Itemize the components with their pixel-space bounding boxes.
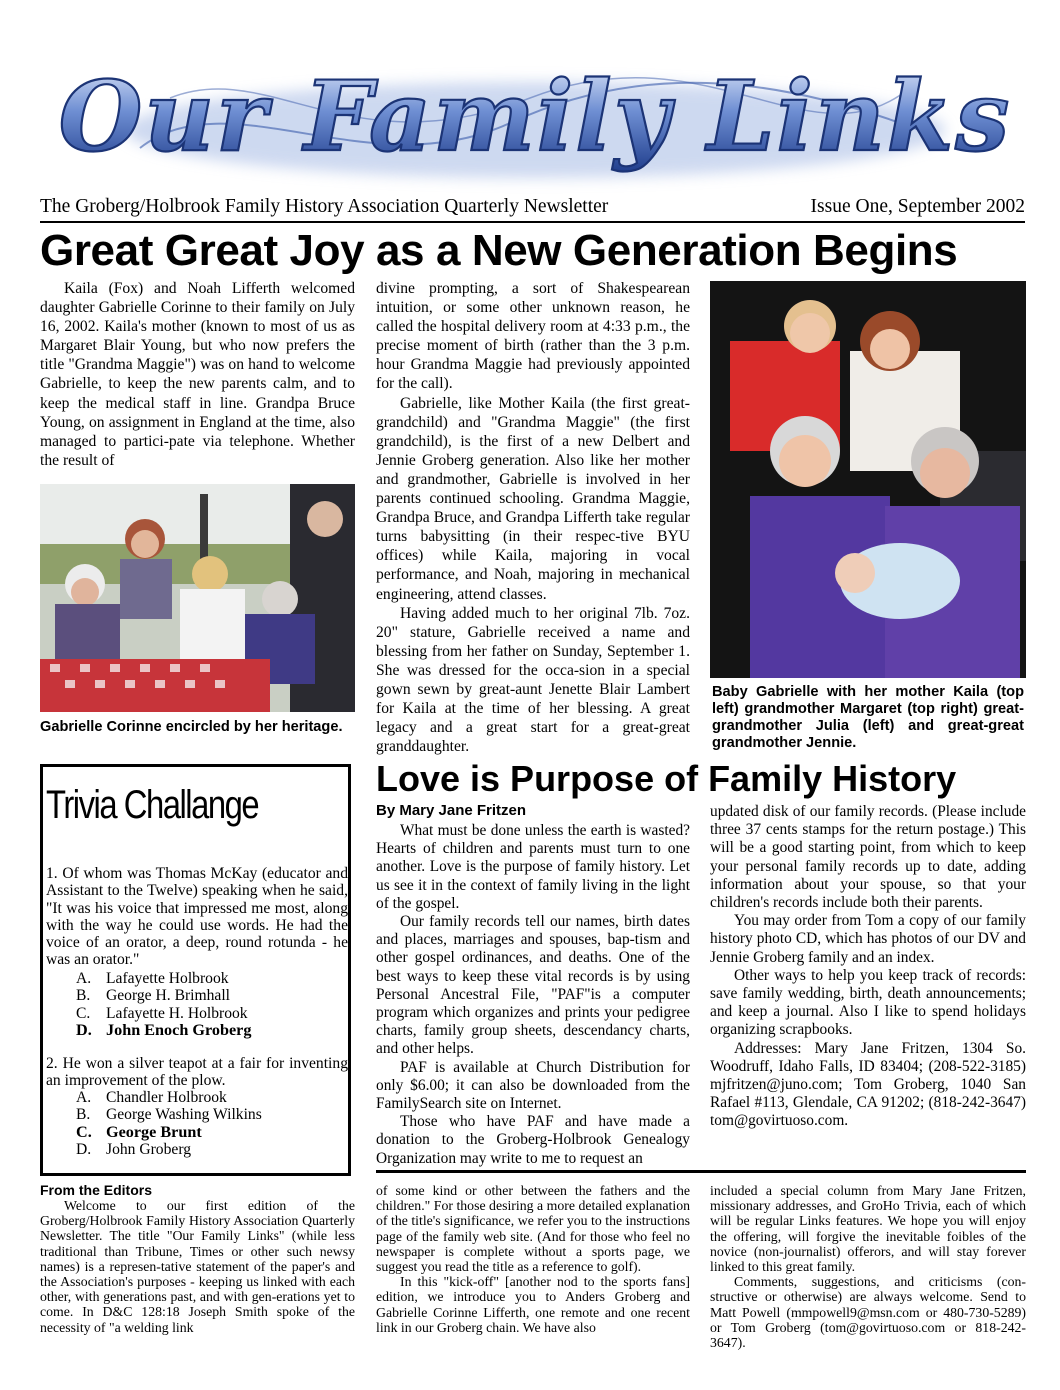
editors-column-1	[40, 1198, 355, 1335]
masthead-logo	[58, 38, 1012, 188]
family-group-photo-image	[40, 484, 355, 712]
editors-column-2	[376, 1183, 690, 1335]
story2-col2-paragraph: updated disk of our family records. (Please include three 37 cents stamps for the return postage.) This will be a good starting point, from which to keep your personal family records up to date, adding information about your spouse, so that your children's records include both their parents.	[710, 803, 1026, 912]
story1-col2-paragraph: Having added much to her original 7lb. 7oz. 20" stature, Gabrielle received a name and blessing from her father on Sunday, September 1. She was dressed for the occa-sion in a special gown sewn by great-aunt Jenette Blair Lambert for Kaila at the time of her blessing. A great legacy and a great start for a great-great granddaughter.	[376, 604, 690, 756]
trivia-option: B. George H. Brimhall	[76, 987, 231, 1005]
issue-date: Issue One, September 2002	[810, 196, 1025, 217]
trivia-question-2: 2. He won a silver teapot at a fair for inventing an improvement of the plow.	[46, 1055, 348, 1090]
trivia-answer-option: C. George Brunt	[76, 1122, 202, 1141]
story2-col2-paragraph: Addresses: Mary Jane Fritzen, 1304 So. Woodruff, Idaho Falls, ID 83404; (208-522-3185) mjfritzen@juno.com; Tom Groberg, 1040 San Rafael #113, Glendale, CA 91202; (818-242-3647) tom@govirtuoso.com.	[710, 1039, 1026, 1130]
story1-column-2	[376, 279, 690, 756]
photo2-caption: Baby Gabrielle with her mother Kaila (top left) grandmother Margaret (top right) great-grandmother Julia (left) and great-great grandmother Jennie.	[712, 684, 1024, 751]
newsletter-description: The Groberg/Holbrook Family History Association Quarterly Newsletter	[40, 196, 609, 217]
editors-column-3	[710, 1183, 1026, 1350]
story2-column-2	[710, 803, 1026, 1131]
story1-col1-paragraph: Kaila (Fox) and Noah Lifferth welcomed daughter Gabrielle Corinne to their family on July 16, 2002. Kaila's mother (known to most of us as Margaret Blair Young, but who now prefers the title "Grandma Maggie") was on hand to welcome Gabrielle, to keep the new parents calm, and to keep the medical staff in line. Grandpa Bruce Young, on assignment in England at the time, also managed to partici-pate via telephone. Whether the result of	[40, 280, 355, 469]
header-rule	[40, 221, 1025, 223]
story1-col2-paragraph: Gabrielle, like Mother Kaila (the first great-grandchild) and "Grandma Maggie" (the first grandchild), is the first of a new Delbert and Jennie Groberg generation. Also like her mother and grandmother, Gabrielle is involved in her parents continued schooling. Grandma Maggie, Grandpa Bruce, and Grandpa Lifferth take regular turns babysitting (in their respec-tive BYU offices) while Kaila, majoring in vocal performance, and Noah, majoring in mechanical engineering, attend classes.	[376, 394, 690, 603]
trivia-answer-option: D. John Enoch Groberg	[76, 1021, 252, 1040]
story1-headline: Great Great Joy as a New Generation Begins	[40, 226, 958, 275]
trivia-question-2-options	[46, 1089, 348, 1159]
editors-paragraph: In this "kick-off" [another nod to the sports fans] edition, we introduce you to Anders Groberg and Gabrielle Corinne Lifferth, one remote and one recent link in our Groberg chain. We have also	[376, 1274, 690, 1335]
family-group-photo	[40, 484, 355, 712]
masthead-tagline	[40, 194, 1025, 220]
story2-headline: Love is Purpose of Family History	[376, 758, 957, 799]
masthead-title: Our Family Links	[58, 60, 1012, 173]
story2-column-1	[376, 822, 690, 1168]
story1-col2-paragraph: divine prompting, a sort of Shakespearean intuition, or some other unknown reason, he called the hospital delivery room at 4:33 p.m., the precise moment of birth (rather than the 3 p.m. hour Grandma Maggie had previously appointed for the call).	[376, 280, 690, 393]
trivia-option: A. Chandler Holbrook	[76, 1089, 227, 1106]
story2-col1-paragraph: PAF is available at Church Distribution for only $6.00; it can also be downloaded from the FamilySearch site on Internet.	[376, 1058, 690, 1113]
editors-paragraph: included a special column from Mary Jane Fritzen, missionary addresses, and GroHo Trivia, each of which will be regular Links features. We hope you will enjoy the offering, will forgive the inevitable foibles of the novice (non-journalist) offerors, and will stay forever linked to this great family.	[710, 1183, 1026, 1275]
story2-col1-paragraph: Those who have PAF and have made a donation to the Groberg-Holbrook Genealogy Organization may write to me to request an	[376, 1113, 690, 1167]
trivia-option: D. John Groberg	[76, 1141, 192, 1159]
photo1-caption: Gabrielle Corinne encircled by her heritage.	[40, 719, 343, 735]
four-generations-photo	[710, 281, 1026, 678]
trivia-title: Trivia Challange	[46, 783, 259, 827]
trivia-option: B. George Washing Wilkins	[76, 1106, 262, 1124]
story2-col1-paragraph: Our family records tell our names, birth dates and places, marriages and spouses, bap-tism and other gospel ordinances, and deaths. One of the best ways to keep these vital records is by using Personal Ancestral File, "PAF"is a computer program which organizes and prints your pedigree charts, family group sheets, descendancy charts, and other helps.	[376, 913, 690, 1058]
four-generations-photo-image	[710, 281, 1026, 678]
trivia-option: C. Lafayette H. Holbrook	[76, 1004, 248, 1022]
story2-col1-paragraph: What must be done unless the earth is wasted? Hearts of children and parents must turn to one another. Love is the purpose of family history. Let us see it in the context of family living in the light of the gospel.	[376, 822, 690, 912]
editors-paragraph: Welcome to our first edition of the Groberg/Holbrook Family History Association Quarterly Newsletter. The title "Our Family Links" (while less traditional than Tribune, Times or other such newsy names) is a represen-tative statement of the paper's and the Association's purposes - keeping us linked with each other, with generations past, and with gen-erations yet to come. In D&C 128:18 Joseph Smith spoke of the necessity of "a welding link	[40, 1198, 355, 1335]
trivia-question-1-options	[46, 970, 348, 1040]
story2-byline: By Mary Jane Fritzen	[376, 802, 527, 819]
section-rule	[376, 1170, 1026, 1173]
editors-heading: From the Editors	[40, 1182, 153, 1198]
masthead-logo-graphic	[58, 38, 1012, 188]
trivia-option: A. Lafayette Holbrook	[76, 970, 229, 987]
story2-col2-paragraph: Other ways to help you keep track of records: save family wedding, birth, death announcements; and keep a journal. Also I like to spend holidays organizing scrapbooks.	[710, 966, 1026, 1039]
trivia-question-1: 1. Of whom was Thomas McKay (educator and Assistant to the Twelve) speaking when he said, "It was his voice that impressed me most, along with the way he could use words. He had the voice of an orator, a deep, round rotunda - he was an orator."	[46, 865, 348, 969]
editors-paragraph: of some kind or other between the fathers and the children." For those desiring a more detailed explanation of the title's significance, we refer you to the instructions page of the family web site. (And for those who feel no newspaper is complete without a sports page, we suggest you read the title as a reference to golf).	[376, 1183, 690, 1275]
story1-column-1	[40, 279, 355, 470]
story2-col2-paragraph: You may order from Tom a copy of our family history photo CD, which has photos of our DV and Jennie Groberg family and an index.	[710, 912, 1026, 966]
editors-paragraph: Comments, suggestions, and criticisms (con-structive or otherwise) are always welcome. Send to Matt Powell (mmpowell9@msn.com or 480-730-5289) or Tom Groberg (tom@govirtuoso.com or 818-242-3647).	[710, 1274, 1026, 1351]
